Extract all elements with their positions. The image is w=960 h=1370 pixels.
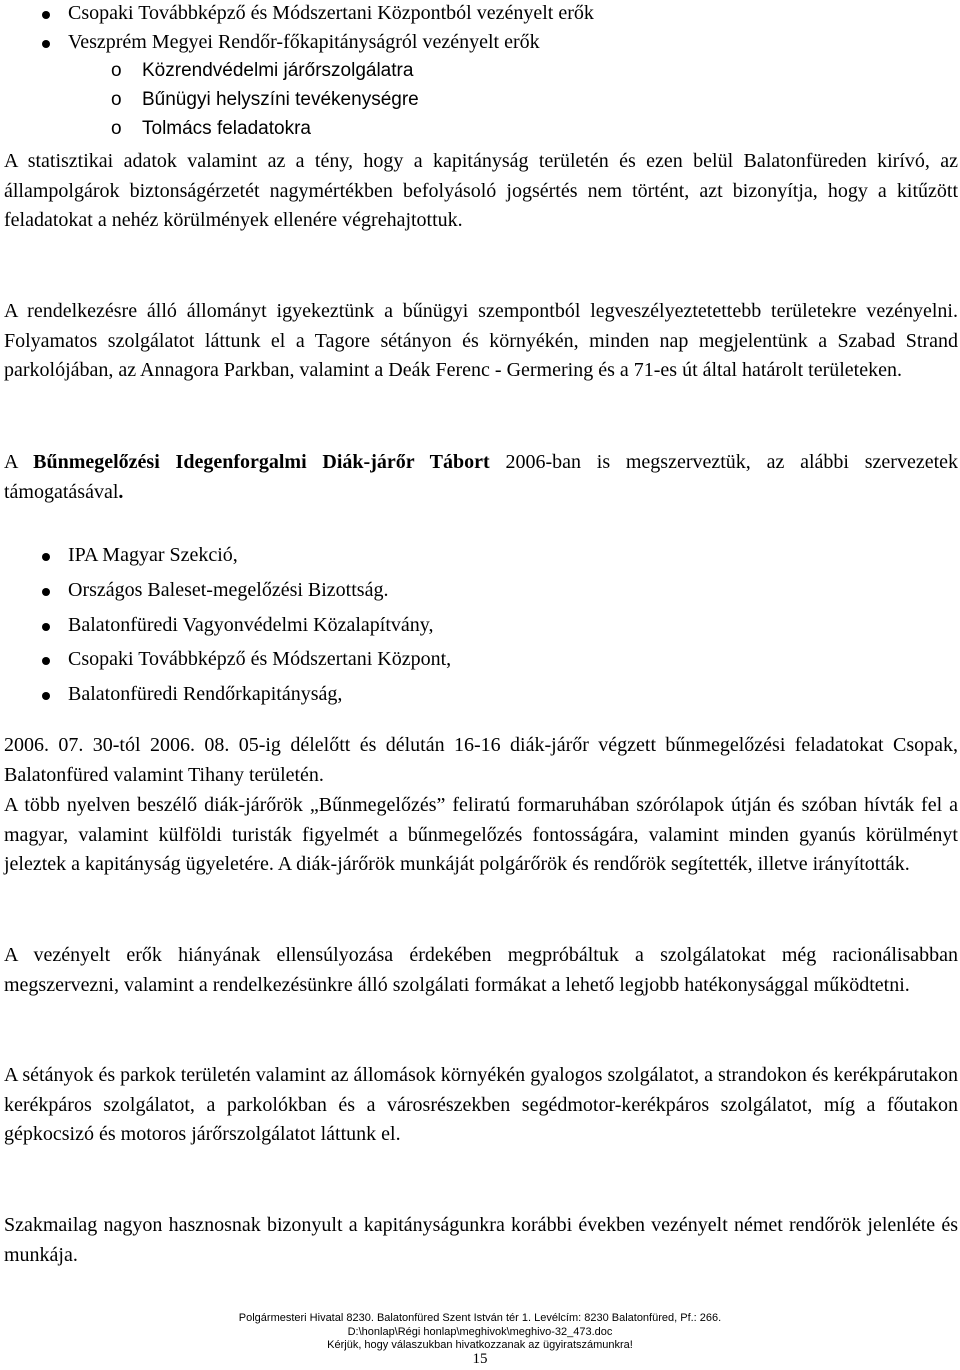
list-item: Balatonfüredi Vagyonvédelmi Közalapítvány, bbox=[68, 614, 434, 636]
paragraph-patrol-dates: 2006. 07. 30-tól 2006. 08. 05-ig délelőtt és délután 16-16 diák-járőr végzett bűnmegelőzési feladatokat Csopak, Balatonfüred valamint Tihany területén. bbox=[4, 734, 958, 786]
list-item: Veszprém Megyei Rendőr-főkapitányságról vezényelt erők bbox=[68, 31, 540, 53]
list-item: Bűnügyi helyszíni tevékenységre bbox=[142, 89, 419, 110]
footer-file-path: D:\honlap\Régi honlap\meghivok\meghivo-32_473.doc bbox=[347, 1326, 613, 1338]
camp-name: Bűnmegelőzési Idegenforgalmi Diák-járőr Tábort bbox=[33, 451, 490, 473]
sub-list-marker: o bbox=[111, 60, 122, 81]
list-item: Csopaki Továbbképző és Módszertani Központból vezényelt erők bbox=[68, 2, 594, 24]
list-item: Országos Baleset-megelőzési Bizottság. bbox=[68, 579, 389, 601]
paragraph-end-mark: . bbox=[118, 480, 124, 503]
paragraph-statistics: A statisztikai adatok valamint az a tény, hogy a kapitányság területén és ezen belül Balatonfüreden kirívó, az állampolgárok biztonságérzetét nagymértékben befolyásoló jogsértés nem történt, azt bizonyítja, hogy a kitűzött feladatokat a nehéz körülmények ellenére végrehajtottuk. bbox=[4, 150, 958, 231]
list-item: Közrendvédelmi járőrszolgálatra bbox=[142, 60, 414, 81]
list-item: Tolmács feladatokra bbox=[142, 118, 311, 139]
page-number: 15 bbox=[472, 1351, 488, 1367]
bullet-icon bbox=[42, 553, 50, 561]
bullet-icon bbox=[42, 692, 50, 700]
sub-list-marker: o bbox=[111, 89, 122, 110]
bullet-icon bbox=[42, 588, 50, 596]
footer-note: Kérjük, hogy válaszukban hivatkozzanak az ügyiratszámunkra! bbox=[327, 1339, 633, 1351]
footer-address: Polgármesteri Hivatal 8230. Balatonfüred Szent István tér 1. Levélcím: 8230 Balatonfüred, Pf.: 266. bbox=[238, 1312, 722, 1324]
list-item: Balatonfüredi Rendőrkapitányság, bbox=[68, 683, 343, 705]
paragraph-german-police: Szakmailag nagyon hasznosnak bizonyult a kapitányságunkra korábbi években vezényelt német rendőrök jelenléte és munkája. bbox=[4, 1214, 958, 1266]
paragraph-text: 2006-ban is megszerveztük, az alábbi szervezetek támogatásával bbox=[4, 451, 959, 503]
paragraph-service-forms: A sétányok és parkok területén valamint az állomások környékén gyalogos szolgálatot, a strandokon és kerékpárutakon kerékpáros szolgálatot, a parkolókban és a városrészekben segédmotor-kerékpáros szolgálatot, míg a főutakon gépkocsizó és motoros járőrszolgálatot láttunk el. bbox=[4, 1064, 958, 1145]
bullet-icon bbox=[42, 623, 50, 631]
bullet-icon bbox=[42, 11, 50, 19]
paragraph-compensation: A vezényelt erők hiányának ellensúlyozása érdekében megpróbáltuk a szolgálatokat még racionálisabban megszervezni, valamint a rendelkezésünkre álló szolgálati formákat a lehető legjobb hatékonysággal működtetni. bbox=[4, 944, 958, 996]
paragraph-deployment: A rendelkezésre álló állományt igyekeztünk a bűnügyi szempontból legveszélyeztetettebb területekre vezényelni. Folyamatos szolgálatot láttunk el a Tagore sétányon és környékén, minden nap megjelentünk a Szabad Strand parkolójában, az Annagora Parkban, valamint a Deák Ferenc - Germering és a 71-es út által határolt területeken. bbox=[4, 300, 958, 381]
list-item: IPA Magyar Szekció, bbox=[68, 544, 238, 566]
list-item: Csopaki Továbbképző és Módszertani Központ, bbox=[68, 648, 452, 670]
paragraph-student-patrol-camp bbox=[4, 448, 958, 507]
paragraph-text: A bbox=[4, 451, 34, 473]
paragraph-multilingual-patrols: A több nyelven beszélő diák-járőrök „Bűnmegelőzés” feliratú formaruhában szórólapok útján és szóban hívták fel a magyar, valamint külföldi turisták figyelmét a bűnmegelőzés fontosságára, valamint minden gyanús körülményt jeleztek a kapitányság ügyeletére. A diák-járőrök munkáját polgárőrök és rendőrök segítették, illetve irányították. bbox=[4, 794, 958, 875]
bullet-icon bbox=[42, 657, 50, 665]
bullet-icon bbox=[42, 40, 50, 48]
sub-list-marker: o bbox=[111, 118, 122, 139]
